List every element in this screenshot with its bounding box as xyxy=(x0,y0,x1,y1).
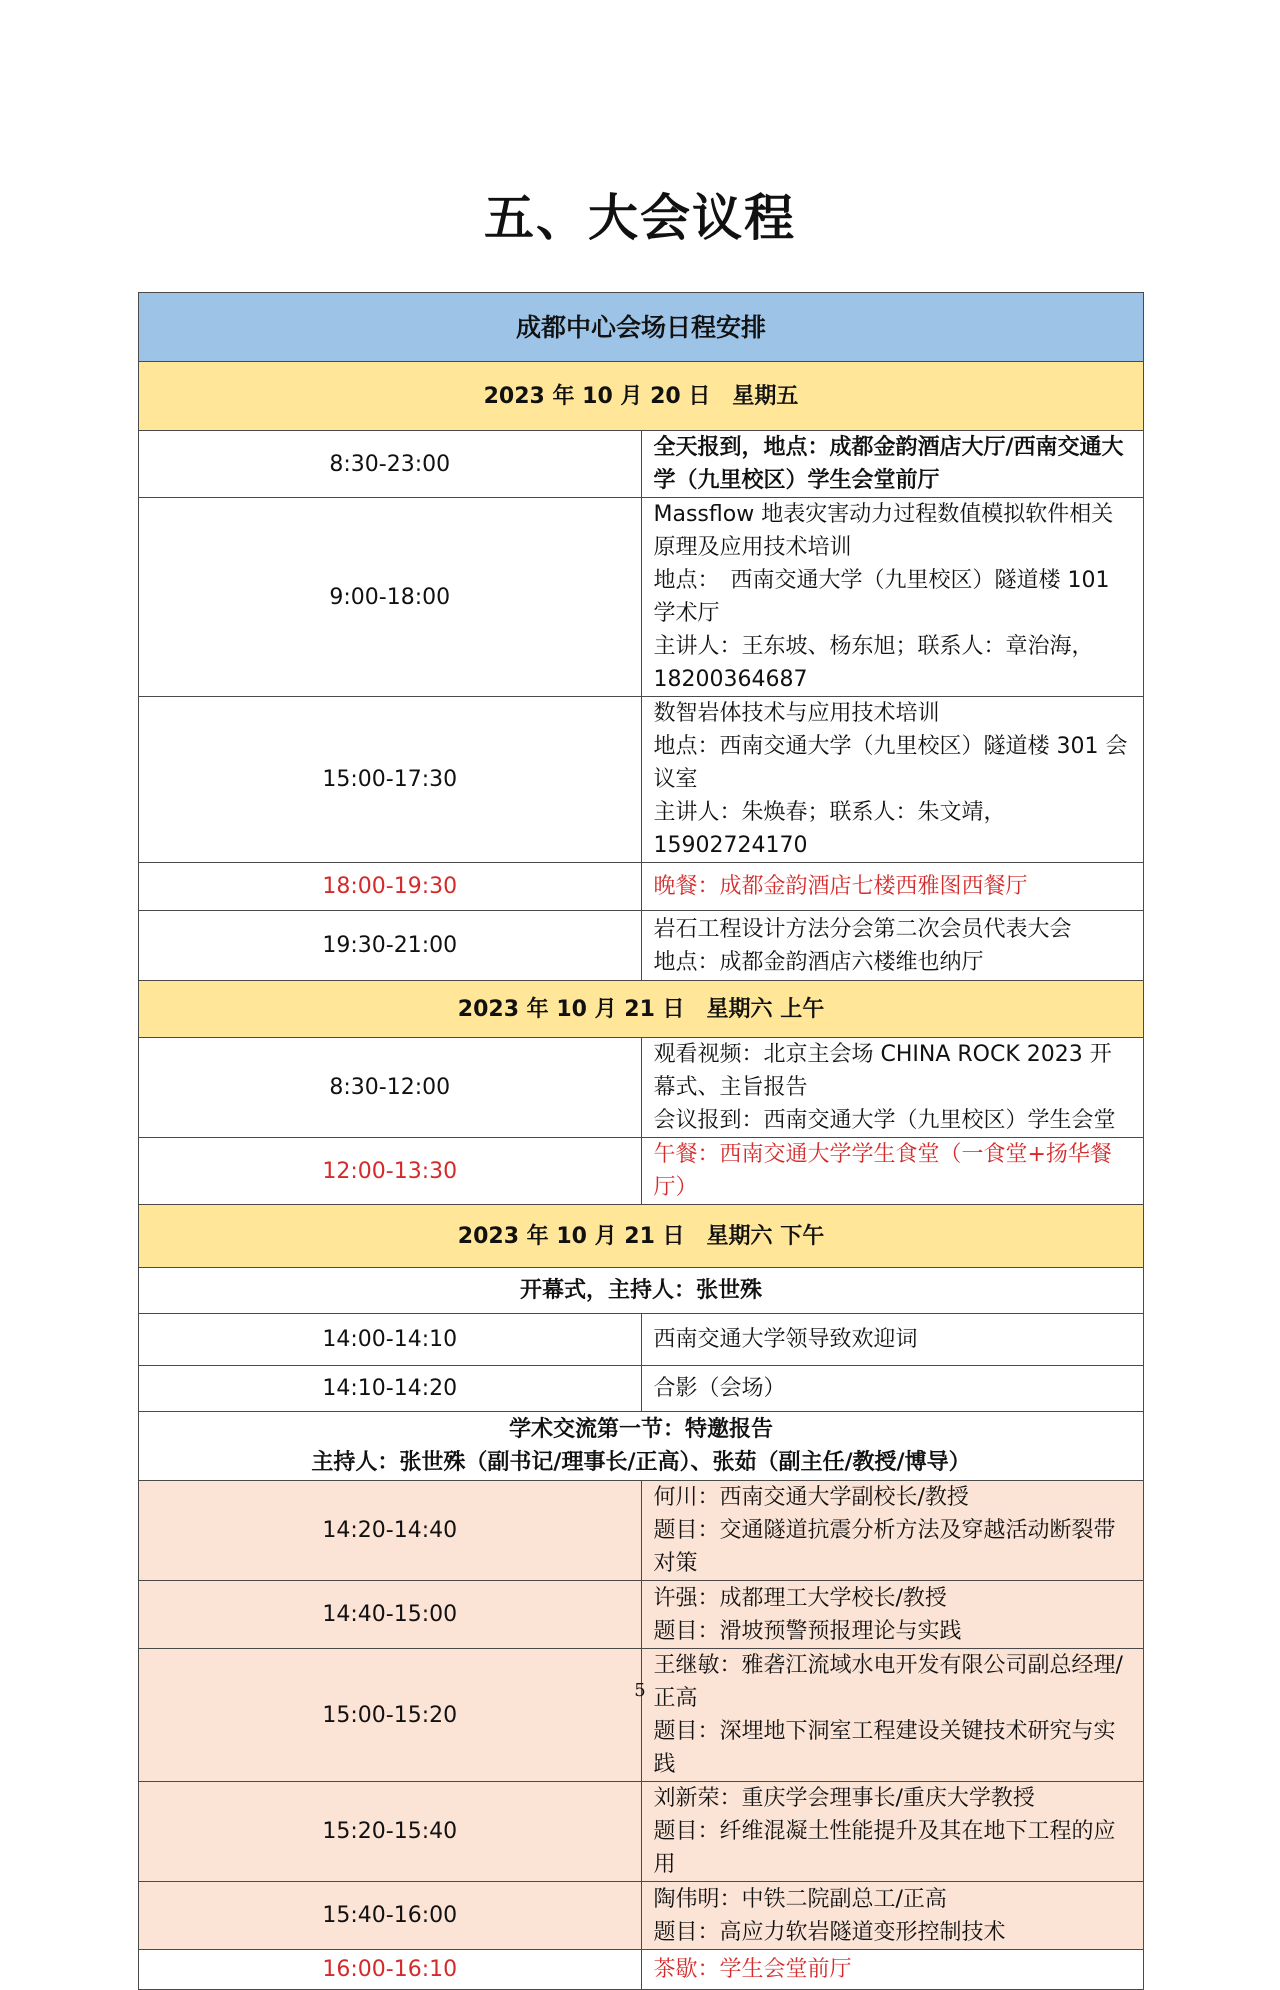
opening-row xyxy=(139,1268,1144,1314)
content-line: 观看视频：北京主会场 CHINA ROCK 2023 开幕式、主旨报告 xyxy=(653,1042,1112,1100)
time-cell: 12:00-13:30 xyxy=(139,1138,642,1205)
date-row-day2-pm xyxy=(139,1205,1144,1268)
date-row-day1 xyxy=(139,362,1144,431)
date-label: 2023 年 10 月 21 日 星期六 上午 xyxy=(139,981,1144,1038)
time-cell: 18:00-19:30 xyxy=(139,863,642,911)
time-cell: 8:30-12:00 xyxy=(139,1038,642,1138)
date-row-day2-am xyxy=(139,981,1144,1038)
talk-row xyxy=(139,1782,1144,1882)
content-cell xyxy=(641,498,1144,697)
table-row xyxy=(139,911,1144,981)
table-title: 成都中心会场日程安排 xyxy=(139,293,1144,362)
table-row xyxy=(139,1950,1144,1990)
talk-row xyxy=(139,1649,1144,1782)
time-cell: 19:30-21:00 xyxy=(139,911,642,981)
talk-speaker: 刘新荣：重庆学会理事长/重庆大学教授 xyxy=(653,1786,1035,1811)
time-cell: 15:00-17:30 xyxy=(139,697,642,863)
time-cell: 15:20-15:40 xyxy=(139,1782,642,1882)
date-label: 2023 年 10 月 20 日 星期五 xyxy=(139,362,1144,431)
content-cell xyxy=(641,1038,1144,1138)
table-row xyxy=(139,863,1144,911)
talk-topic: 题目：深埋地下洞室工程建设关键技术研究与实践 xyxy=(653,1719,1116,1777)
table-row xyxy=(139,1314,1144,1366)
content-cell: 晚餐：成都金韵酒店七楼西雅图西餐厅 xyxy=(641,863,1144,911)
content-line: 地点： 西南交通大学（九里校区）隧道楼 101 学术厅 xyxy=(653,568,1110,626)
table-row xyxy=(139,697,1144,863)
content-line: 主讲人：朱焕春；联系人：朱文靖，15902724170 xyxy=(653,800,1006,858)
content-line: Massflow 地表灾害动力过程数值模拟软件相关原理及应用技术培训 xyxy=(653,502,1114,560)
session-cell xyxy=(139,1412,1144,1481)
talk-topic: 题目：滑坡预警预报理论与实践 xyxy=(653,1618,962,1644)
time-cell: 16:00-16:10 xyxy=(139,1950,642,1990)
table-row xyxy=(139,1366,1144,1412)
content-line: 地点：成都金韵酒店六楼维也纳厅 xyxy=(653,949,984,975)
content-line: 地点：西南交通大学（九里校区）隧道楼 301 会议室 xyxy=(653,734,1128,792)
opening-label: 开幕式，主持人：张世殊 xyxy=(139,1268,1144,1314)
content-cell: 全天报到，地点：成都金韵酒店大厅/西南交通大学（九里校区）学生会堂前厅 xyxy=(641,431,1144,498)
time-cell: 9:00-18:00 xyxy=(139,498,642,697)
time-cell: 14:00-14:10 xyxy=(139,1314,642,1366)
talk-speaker: 陶伟明：中铁二院副总工/正高 xyxy=(653,1886,947,1912)
talk-topic: 题目：纤维混凝土性能提升及其在地下工程的应用 xyxy=(653,1819,1116,1877)
content-cell xyxy=(641,1882,1144,1950)
table-row xyxy=(139,1138,1144,1205)
content-line: 岩石工程设计方法分会第二次会员代表大会 xyxy=(653,916,1072,942)
page-number: 5 xyxy=(634,1680,646,1701)
content-cell xyxy=(641,1581,1144,1649)
content-cell: 西南交通大学领导致欢迎词 xyxy=(641,1314,1144,1366)
content-cell xyxy=(641,1782,1144,1882)
time-cell: 8:30-23:00 xyxy=(139,431,642,498)
content-cell xyxy=(641,697,1144,863)
time-cell: 14:10-14:20 xyxy=(139,1366,642,1412)
agenda-table xyxy=(138,292,1144,1990)
session-hosts: 主持人：张世殊（副书记/理事长/正高）、张茹（副主任/教授/博导） xyxy=(311,1450,971,1475)
content-cell: 午餐：西南交通大学学生食堂（一食堂+扬华餐厅） xyxy=(641,1138,1144,1205)
session-title: 学术交流第一节：特邀报告 xyxy=(508,1417,773,1442)
time-cell: 14:40-15:00 xyxy=(139,1581,642,1649)
content-cell: 合影（会场） xyxy=(641,1366,1144,1412)
content-line: 主讲人：王东坡、杨东旭；联系人：章治海，18200364687 xyxy=(653,634,1094,692)
talk-row xyxy=(139,1882,1144,1950)
content-cell xyxy=(641,911,1144,981)
content-cell xyxy=(641,1481,1144,1581)
page-title: 五、大会议程 xyxy=(484,189,796,247)
table-row xyxy=(139,1038,1144,1138)
talk-row xyxy=(139,1581,1144,1649)
content-line: 会议报到：西南交通大学（九里校区）学生会堂 xyxy=(653,1108,1116,1133)
session-row xyxy=(139,1412,1144,1481)
talk-speaker: 王继敏：雅砻江流域水电开发有限公司副总经理/正高 xyxy=(653,1653,1123,1711)
table-row xyxy=(139,498,1144,697)
content-cell xyxy=(641,1649,1144,1782)
talk-speaker: 何川：西南交通大学副校长/教授 xyxy=(653,1485,969,1510)
talk-row xyxy=(139,1481,1144,1581)
date-label: 2023 年 10 月 21 日 星期六 下午 xyxy=(139,1205,1144,1268)
time-cell: 14:20-14:40 xyxy=(139,1481,642,1581)
table-header-row xyxy=(139,293,1144,362)
content-cell: 茶歇：学生会堂前厅 xyxy=(641,1950,1144,1990)
talk-topic: 题目：高应力软岩隧道变形控制技术 xyxy=(653,1919,1006,1945)
content-line: 数智岩体技术与应用技术培训 xyxy=(653,701,940,726)
time-cell: 15:40-16:00 xyxy=(139,1882,642,1950)
talk-topic: 题目：交通隧道抗震分析方法及穿越活动断裂带对策 xyxy=(653,1518,1116,1576)
talk-speaker: 许强：成都理工大学校长/教授 xyxy=(653,1585,947,1611)
table-row xyxy=(139,431,1144,498)
time-cell: 15:00-15:20 xyxy=(139,1649,642,1782)
